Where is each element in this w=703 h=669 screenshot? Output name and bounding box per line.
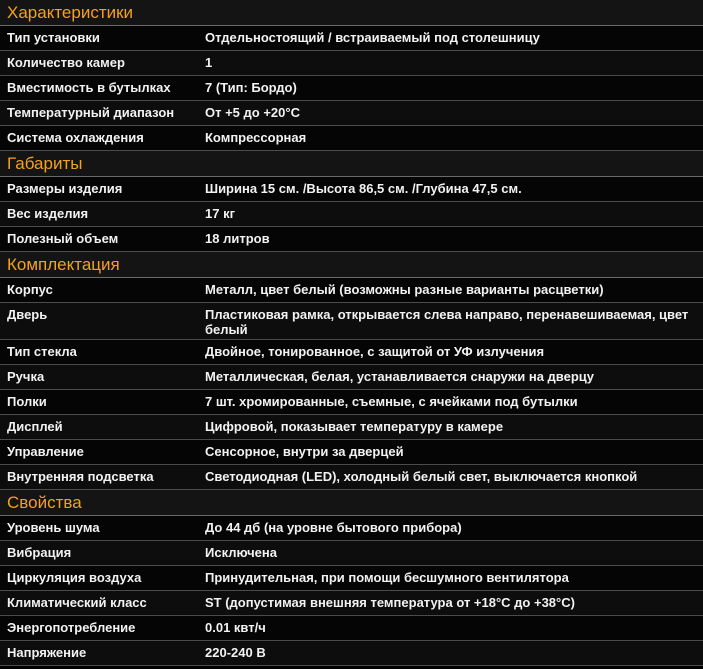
- section-rows: [0, 278, 703, 490]
- section-title: Свойства: [0, 490, 703, 516]
- spec-value: Сенсорное, внутри за дверцей: [205, 444, 404, 459]
- spec-label: Климатический класс: [7, 595, 147, 610]
- spec-row-door: [0, 303, 703, 340]
- section-properties: [0, 490, 703, 666]
- spec-value: От +5 до +20°С: [205, 105, 300, 120]
- spec-row-noise-level: [0, 516, 703, 541]
- section-title: Комплектация: [0, 252, 703, 278]
- spec-row-temperature-range: [0, 101, 703, 126]
- spec-label: Полки: [7, 394, 47, 409]
- spec-label: Внутренняя подсветка: [7, 469, 154, 484]
- spec-row-glass-type: [0, 340, 703, 365]
- section-characteristics: [0, 0, 703, 151]
- section-dimensions: [0, 151, 703, 252]
- spec-label: Тип стекла: [7, 344, 77, 359]
- spec-label: Вместимость в бутылках: [7, 80, 171, 95]
- spec-label: Корпус: [7, 282, 53, 297]
- spec-value: 220-240 В: [205, 645, 266, 660]
- spec-label: Дисплей: [7, 419, 63, 434]
- spec-value: Отдельностоящий / встраиваемый под столешницу: [205, 30, 540, 45]
- spec-value: Принудительная, при помощи бесшумного вентилятора: [205, 570, 569, 585]
- spec-row-body: [0, 278, 703, 303]
- spec-row-cooling-system: [0, 126, 703, 151]
- spec-label: Тип установки: [7, 30, 100, 45]
- spec-label: Количество камер: [7, 55, 125, 70]
- spec-row-power-consumption: [0, 616, 703, 641]
- spec-row-handle: [0, 365, 703, 390]
- spec-row-product-size: [0, 177, 703, 202]
- spec-value: 0.01 квт/ч: [205, 620, 266, 635]
- spec-label: Вес изделия: [7, 206, 89, 221]
- spec-value: Пластиковая рамка, открывается слева направо, перенавешиваемая, цвет белый: [205, 307, 689, 337]
- spec-label: Полезный объем: [7, 231, 119, 246]
- spec-value: 18 литров: [205, 231, 270, 246]
- spec-value: ST (допустимая внешняя температура от +18°С до +38°С): [205, 595, 575, 610]
- spec-row-installation-type: [0, 26, 703, 51]
- spec-label: Температурный диапазон: [7, 105, 175, 120]
- spec-label: Управление: [7, 444, 84, 459]
- spec-row-interior-lighting: [0, 465, 703, 490]
- spec-label: Вибрация: [7, 545, 72, 560]
- spec-label: Напряжение: [7, 645, 87, 660]
- spec-value: 7 шт. хромированные, съемные, с ячейками под бутылки: [205, 394, 578, 409]
- section-rows: [0, 177, 703, 252]
- spec-value: Цифровой, показывает температуру в камере: [205, 419, 504, 434]
- spec-row-voltage: [0, 641, 703, 666]
- section-equipment: [0, 252, 703, 490]
- spec-row-chamber-count: [0, 51, 703, 76]
- spec-row-display: [0, 415, 703, 440]
- spec-label: Уровень шума: [7, 520, 100, 535]
- spec-row-bottle-capacity: [0, 76, 703, 101]
- spec-row-shelves: [0, 390, 703, 415]
- spec-value: Исключена: [205, 545, 277, 560]
- spec-value: Металл, цвет белый (возможны разные варианты расцветки): [205, 282, 604, 297]
- spec-row-useful-volume: [0, 227, 703, 252]
- section-rows: [0, 516, 703, 666]
- spec-value: 1: [205, 55, 213, 70]
- section-rows: [0, 26, 703, 151]
- spec-row-vibration: [0, 541, 703, 566]
- spec-value: Металлическая, белая, устанавливается снаружи на дверцу: [205, 369, 594, 384]
- spec-value: Двойное, тонированное, с защитой от УФ излучения: [205, 344, 545, 359]
- spec-value: 17 кг: [205, 206, 235, 221]
- spec-label: Энергопотребление: [7, 620, 136, 635]
- section-title: Характеристики: [0, 0, 703, 26]
- section-title: Габариты: [0, 151, 703, 177]
- spec-row-air-circulation: [0, 566, 703, 591]
- spec-label: Система охлаждения: [7, 130, 144, 145]
- spec-value: 7 (Тип: Бордо): [205, 80, 297, 95]
- spec-label: Дверь: [7, 307, 48, 322]
- spec-value: Ширина 15 см. /Высота 86,5 см. /Глубина 47,5 см.: [205, 181, 522, 196]
- spec-value: До 44 дб (на уровне бытового прибора): [205, 520, 462, 535]
- spec-value: Светодиодная (LED), холодный белый свет, выключается кнопкой: [205, 469, 638, 484]
- spec-value: Компрессорная: [205, 130, 307, 145]
- spec-label: Циркуляция воздуха: [7, 570, 142, 585]
- spec-label: Размеры изделия: [7, 181, 123, 196]
- spec-row-weight: [0, 202, 703, 227]
- spec-row-control: [0, 440, 703, 465]
- spec-label: Ручка: [7, 369, 45, 384]
- spec-row-climate-class: [0, 591, 703, 616]
